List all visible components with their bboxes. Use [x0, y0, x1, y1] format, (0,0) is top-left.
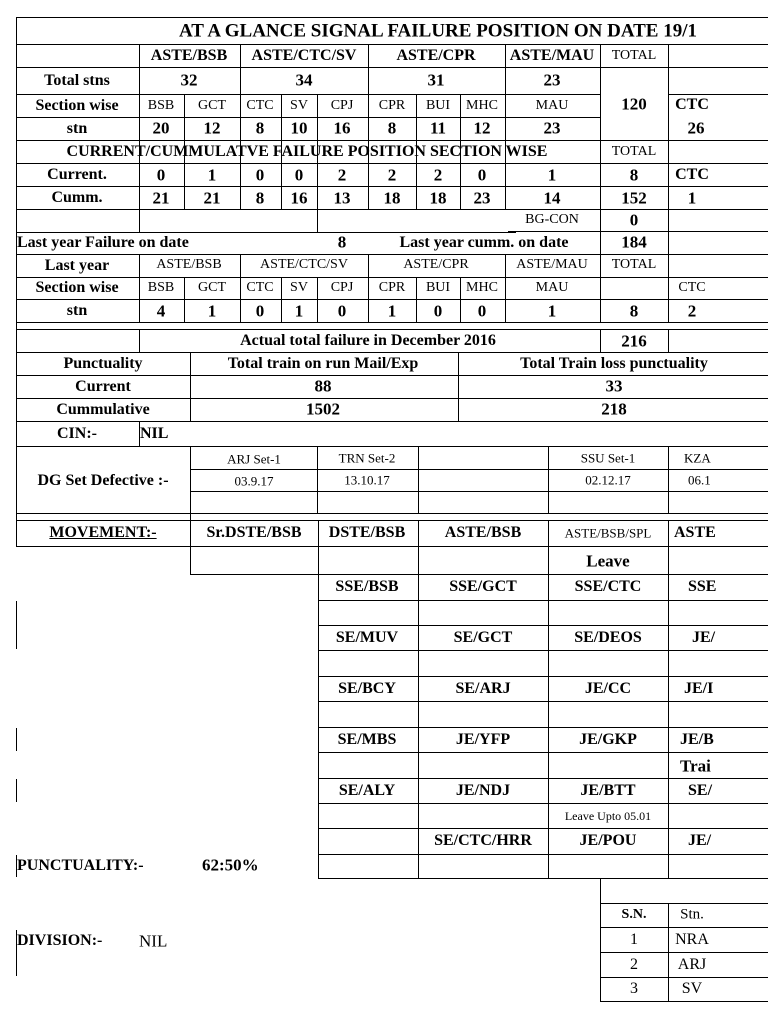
group-header: ASTE/CPR [396, 47, 476, 64]
dg-set-date: 06.1 [688, 472, 711, 488]
movement-cell: JE/I [684, 680, 714, 697]
cell-value: 23 [543, 70, 561, 90]
total-stns-value: 120 [621, 94, 647, 114]
cell-value: 13 [333, 188, 351, 208]
movement-header: ASTE/BSB/SPL [564, 525, 652, 541]
movement-cell: JE/YFP [455, 731, 511, 748]
cell-value: 1 [547, 301, 557, 321]
actual-total-label: Actual total failure in December 2016 [240, 332, 496, 349]
cell-total: 8 [629, 301, 639, 321]
group-header: TOTAL [611, 257, 657, 272]
row-label: Section wise [35, 279, 119, 296]
station-code: CPR [378, 280, 406, 295]
cell-value: CTC [675, 166, 709, 183]
dg-set-name: SSU Set-1 [580, 450, 636, 466]
station-code: CPR [378, 98, 406, 113]
sn-header: S.N. [621, 907, 647, 922]
group-header: ASTE/BSB [150, 47, 228, 64]
movement-header: DSTE/BSB [328, 524, 406, 541]
cell-value: 0 [477, 301, 487, 321]
row-label: Last year [44, 257, 110, 274]
cell-value: 1 [387, 301, 397, 321]
station-code: MHC [466, 280, 498, 295]
group-header: TOTAL [611, 48, 657, 63]
bgcon-label: BG-CON [525, 212, 579, 227]
cell-value: 21 [203, 188, 221, 208]
movement-cell: SSE [688, 578, 717, 595]
station-code: CTC [675, 96, 709, 113]
movement-header: ASTE/BSB [444, 524, 522, 541]
cell-value: 184 [621, 232, 647, 252]
station-code: CTC [246, 98, 274, 113]
row-label: Last year Failure on date [17, 234, 189, 251]
group-header: ASTE/CPR [403, 257, 469, 272]
cell-total: 8 [629, 165, 639, 185]
dg-set-label: DG Set Defective :- [37, 472, 169, 489]
cell-value: 1 [687, 188, 697, 208]
leave-status: Leave [586, 551, 630, 571]
station-code: BUI [425, 98, 451, 113]
station-code: GCT [198, 98, 226, 113]
movement-cell: JE/NDJ [455, 782, 511, 799]
movement-cell: Trai [680, 756, 711, 776]
cell-value: 0 [294, 165, 304, 185]
row-label: Total stns [44, 72, 110, 89]
cell-value: 4 [156, 301, 166, 321]
station-code: CTC [246, 280, 274, 295]
group-header: ASTE/BSB [156, 257, 222, 272]
cell-value: 0 [255, 165, 265, 185]
total-header: TOTAL [611, 144, 657, 159]
stn-cell: ARJ [677, 956, 707, 973]
cell-value: 0 [433, 301, 443, 321]
cell-value: 33 [605, 376, 623, 396]
row-label: Current [75, 378, 131, 395]
station-code: MHC [466, 98, 498, 113]
cell-value: 12 [473, 118, 491, 138]
cell-value: 88 [314, 376, 332, 396]
cell-value: 16 [290, 188, 308, 208]
row-label: Cummulative [56, 401, 150, 418]
cell-value: 18 [429, 188, 447, 208]
movement-cell: SE/MBS [337, 731, 397, 748]
dg-set-date: 02.12.17 [585, 472, 631, 488]
movement-cell: JE/CC [584, 680, 632, 697]
station-code: BUI [425, 280, 451, 295]
cell-value: 0 [337, 301, 347, 321]
row-label: stn [66, 120, 88, 137]
stn-cell: SV [681, 980, 703, 997]
cell-value: 11 [429, 118, 447, 138]
station-code: MAU [535, 98, 569, 113]
dg-set-name: KZA [684, 450, 711, 466]
punctuality-header: Punctuality [63, 355, 143, 372]
station-code: SV [290, 98, 308, 113]
station-code: CPJ [330, 98, 354, 113]
movement-cell: JE/ [692, 629, 716, 646]
movement-cell: SE/ALY [338, 782, 396, 799]
cell-value: 21 [152, 188, 170, 208]
cell-value: 8 [387, 118, 397, 138]
movement-cell: JE/POU [579, 832, 637, 849]
station-code: CTC [678, 280, 706, 295]
cell-value: 0 [156, 165, 166, 185]
cell-value: 1 [547, 165, 557, 185]
dg-set-name: ARJ Set-1 [227, 451, 281, 467]
cell-value: 1502 [306, 399, 340, 419]
punctuality-label: PUNCTUALITY:- [17, 857, 144, 874]
group-header: ASTE/MAU [509, 47, 595, 64]
movement-cell: SSE/CTC [574, 578, 642, 595]
movement-cell: SE/ [688, 782, 713, 799]
division-value: NIL [139, 931, 168, 951]
dg-set-date: 13.10.17 [344, 472, 390, 488]
cell-value: 31 [427, 70, 445, 90]
cell-value: 14 [543, 188, 561, 208]
cell-value: 34 [295, 70, 313, 90]
row-label: Cumm. [51, 189, 103, 206]
cell-value: 2 [387, 165, 397, 185]
cell-value: 0 [255, 301, 265, 321]
station-code: BSB [147, 98, 175, 113]
movement-cell: SE/ARJ [455, 680, 511, 697]
movement-cell: JE/GKP [579, 731, 637, 748]
row-label: Current. [47, 166, 107, 183]
sheet-title: AT A GLANCE SIGNAL FAILURE POSITION ON DATE 19/1 [178, 20, 698, 42]
group-header: ASTE/MAU [516, 257, 588, 272]
cell-value: 218 [601, 399, 627, 419]
cell-value: 1 [294, 301, 304, 321]
sn-cell: 2 [630, 956, 638, 973]
cell-value: 23 [473, 188, 491, 208]
leave-note: Leave Upto 05.01 [564, 809, 652, 823]
dg-set-name: TRN Set-2 [338, 450, 396, 466]
stn-header: Stn. [680, 906, 704, 923]
station-code: CPJ [330, 280, 354, 295]
station-code: SV [290, 280, 308, 295]
movement-cell: SSE/GCT [449, 578, 517, 595]
row-label: Section wise [35, 97, 119, 114]
cell-value: 23 [543, 118, 561, 138]
sn-cell: 3 [630, 980, 638, 997]
cell-value: 2 [433, 165, 443, 185]
column-header: Total train on run Mail/Exp [227, 355, 419, 372]
movement-header: Sr.DSTE/BSB [206, 524, 302, 541]
cell-value: 12 [203, 118, 221, 138]
movement-cell: SE/DEOS [574, 629, 642, 646]
cell-value: 1 [207, 301, 217, 321]
cell-value: 32 [180, 70, 198, 90]
stn-cell: NRA [675, 931, 709, 948]
cell-value: 26 [687, 118, 705, 138]
movement-cell: JE/B [680, 731, 714, 748]
movement-cell: JE/BTT [580, 782, 636, 799]
row-label: stn [66, 302, 88, 319]
cin-value: NIL [140, 425, 169, 442]
cell-value: 10 [290, 118, 308, 138]
group-header: ASTE/CTC/SV [251, 47, 357, 64]
cell-value: 0 [477, 165, 487, 185]
punctuality-value: 62:50% [202, 855, 259, 875]
bgcon-value: 0 [629, 210, 639, 230]
cell-value: 8 [255, 118, 265, 138]
movement-header: ASTE [674, 524, 716, 541]
movement-label: MOVEMENT:- [49, 524, 157, 541]
cell-total: 152 [621, 188, 647, 208]
actual-total-value: 216 [621, 331, 647, 351]
station-code: GCT [198, 280, 226, 295]
column-header: Total Train loss punctuality [520, 355, 708, 372]
dg-set-date: 03.9.17 [234, 473, 274, 489]
cell-value: 16 [333, 118, 351, 138]
cell-value: 2 [337, 165, 347, 185]
movement-cell: SE/BCY [338, 680, 396, 697]
cell-value: 8 [337, 232, 347, 252]
movement-cell: SE/GCT [453, 629, 513, 646]
station-code: MAU [535, 280, 569, 295]
division-label: DIVISION:- [17, 932, 103, 949]
cell-value: 1 [207, 165, 217, 185]
section-heading: CURRENT/CUMMULATVE FAILURE POSITION SECTION WISE [66, 143, 548, 160]
station-code: BSB [147, 280, 175, 295]
movement-cell: SE/CTC/HRR [434, 832, 532, 849]
movement-cell: SSE/BSB [335, 578, 399, 595]
group-header: ASTE/CTC/SV [260, 257, 348, 272]
row-label: Last year cumm. on date [399, 234, 569, 251]
cell-value: 8 [255, 188, 265, 208]
sn-cell: 1 [630, 931, 638, 948]
cell-value: 18 [383, 188, 401, 208]
cell-value: 2 [687, 301, 697, 321]
cell-value: 20 [152, 118, 170, 138]
movement-cell: SE/MUV [335, 629, 399, 646]
cin-label: CIN:- [57, 425, 97, 442]
movement-cell: JE/ [688, 832, 712, 849]
